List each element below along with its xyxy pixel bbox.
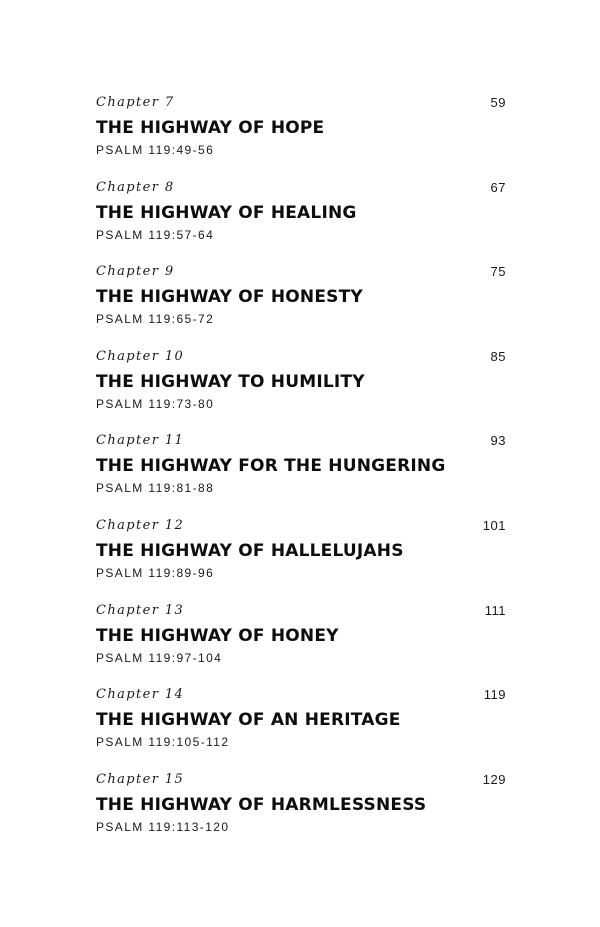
toc-entry bbox=[96, 179, 506, 264]
chapter-title: THE HIGHWAY OF HOPE bbox=[96, 118, 325, 138]
chapter-label: Chapter 11 bbox=[96, 433, 185, 449]
page-number: 85 bbox=[490, 348, 506, 364]
chapter-title: THE HIGHWAY OF HONESTY bbox=[96, 287, 363, 308]
toc-entry bbox=[96, 771, 506, 856]
toc-entry bbox=[96, 432, 506, 517]
chapter-title: THE HIGHWAY OF HARMLESSNESS bbox=[96, 794, 427, 815]
scripture-reference: PSALM 119:49-56 bbox=[96, 143, 215, 157]
page-number: 59 bbox=[490, 95, 506, 110]
chapter-label: Chapter 10 bbox=[96, 348, 185, 364]
chapter-label: Chapter 15 bbox=[96, 771, 185, 787]
toc-entry bbox=[96, 94, 506, 179]
chapter-label: Chapter 9 bbox=[96, 264, 175, 280]
page-number: 129 bbox=[482, 771, 506, 787]
scripture-reference: PSALM 119:73-80 bbox=[96, 396, 215, 411]
scripture-reference: PSALM 119:65-72 bbox=[96, 312, 215, 327]
chapter-title: THE HIGHWAY FOR THE HUNGERING bbox=[96, 456, 446, 477]
toc-entry bbox=[96, 348, 506, 433]
chapter-label: Chapter 12 bbox=[96, 517, 185, 533]
toc-entry bbox=[96, 517, 506, 602]
page-number: 101 bbox=[482, 517, 506, 533]
scripture-reference: PSALM 119:105-112 bbox=[96, 735, 230, 750]
chapter-label: Chapter 7 bbox=[96, 95, 175, 110]
scripture-reference: PSALM 119:89-96 bbox=[96, 565, 215, 580]
chapter-label: Chapter 14 bbox=[96, 687, 185, 703]
page-number: 119 bbox=[483, 687, 506, 703]
scripture-reference: PSALM 119:57-64 bbox=[96, 227, 215, 242]
toc-entry bbox=[96, 686, 506, 771]
chapter-title: THE HIGHWAY OF HEALING bbox=[96, 202, 357, 223]
chapter-label: Chapter 13 bbox=[96, 602, 185, 618]
page-number: 93 bbox=[490, 433, 506, 449]
toc-entry bbox=[96, 263, 506, 348]
page-number: 111 bbox=[484, 602, 506, 618]
chapter-title: THE HIGHWAY OF HALLELUJAHS bbox=[96, 540, 404, 561]
page-number: 67 bbox=[490, 179, 506, 195]
chapter-label: Chapter 8 bbox=[96, 179, 175, 195]
scripture-reference: PSALM 119:113-120 bbox=[96, 819, 230, 834]
scripture-reference: PSALM 119:97-104 bbox=[96, 650, 223, 665]
table-of-contents bbox=[96, 94, 506, 855]
scripture-reference: PSALM 119:81-88 bbox=[96, 481, 215, 496]
chapter-title: THE HIGHWAY TO HUMILITY bbox=[96, 371, 365, 392]
chapter-title: THE HIGHWAY OF HONEY bbox=[96, 625, 339, 646]
toc-entry bbox=[96, 602, 506, 687]
chapter-title: THE HIGHWAY OF AN HERITAGE bbox=[96, 710, 401, 731]
page-number: 75 bbox=[490, 264, 506, 280]
